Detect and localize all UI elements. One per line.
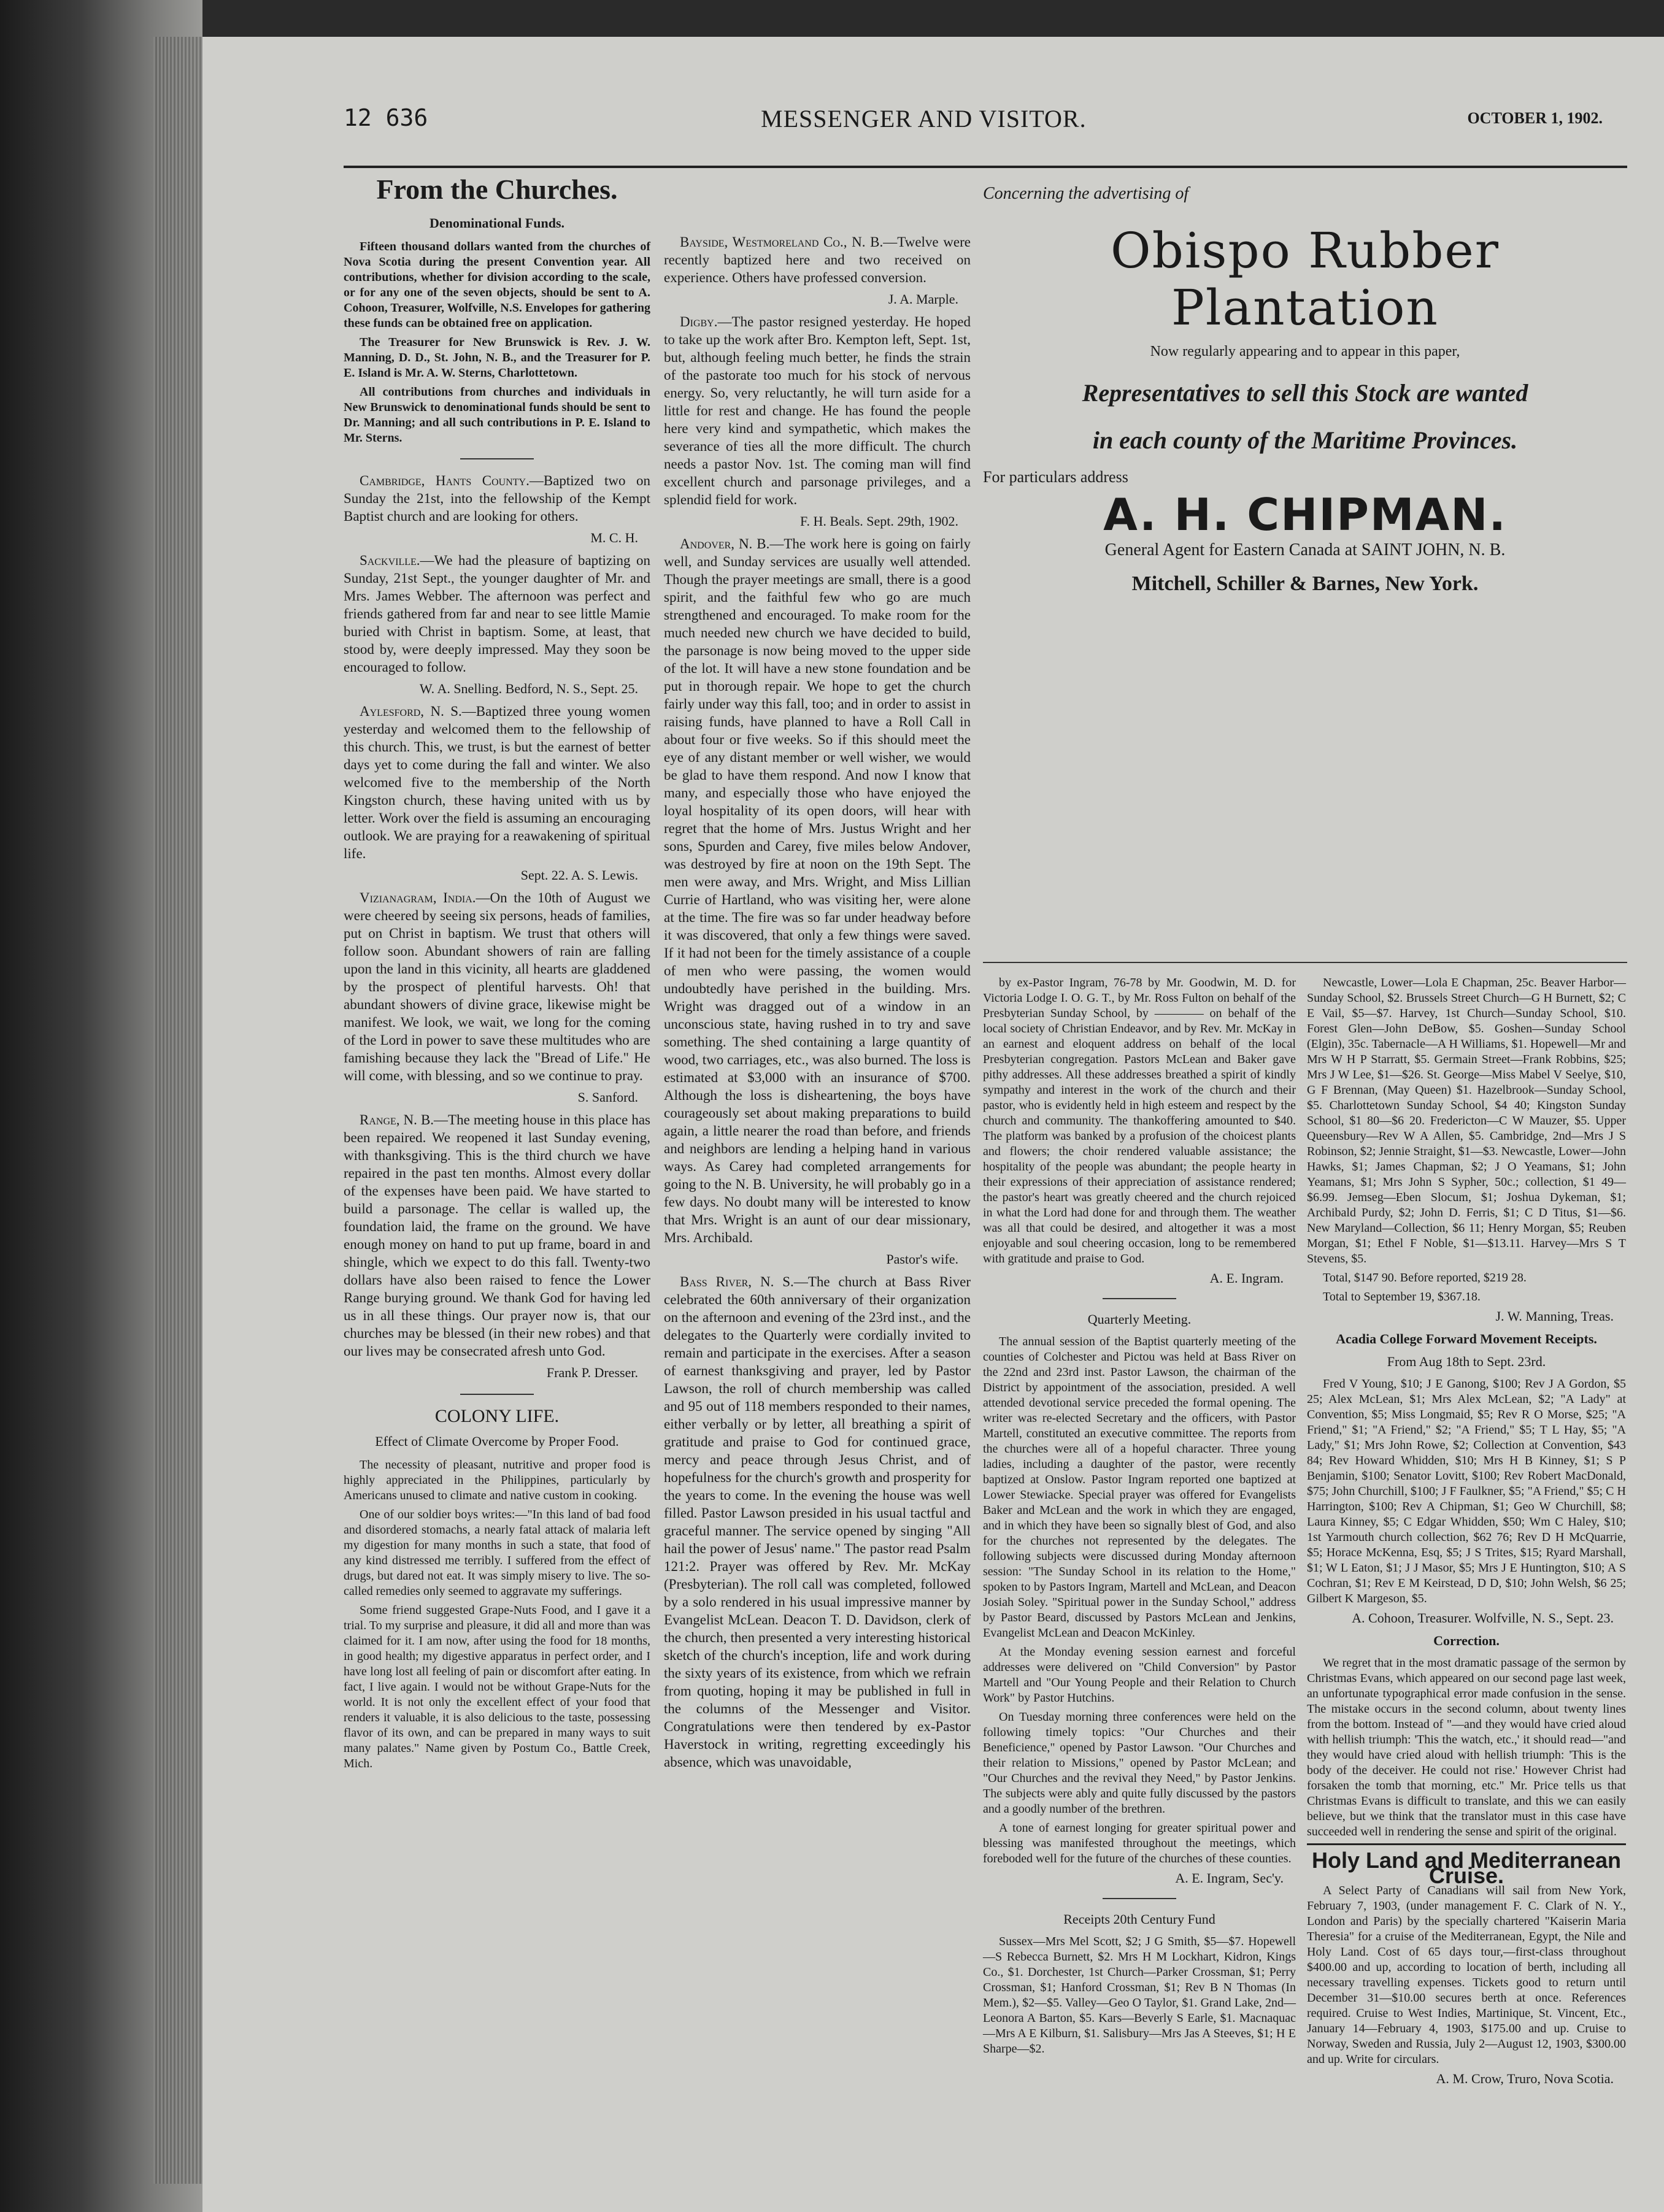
bass-river-continued: by ex-Pastor Ingram, 76-78 by Mr. Goodwin, M. D. for Victoria Lodge I. O. G. T., by Mr. Ross Fulton on behalf of the Presbyterian Sunday School, by ———— on behalf of the local society of Christian Endeavor, and by Rev. Mr. McKay in an earnest and eloquent address on behalf of the local Presbyterian congregation. Pastors McLean and Baker gave pithy addresses. All these addresses breathed a spirit of kindly sympathy and interest in the work of the church and their pastor, who is evidently held in high esteem and respect by the church and community. The thankoffering amounted to $40. The platform was banked by a profusion of the choicest plants and flowers; the choir rendered valuable assistance; the hospitality of the people was abundant; the people hearty in their expressions of their appreciation of assistance rendered; the pastor's heart was greatly cheered and the church rejoiced in what the Lord had done for and through them. The weather was all that could be desired, and altogether it was a most enjoyable and soul cheering occasion, long to be remembered with gratitude and praise to God. (983, 976, 1296, 1265)
acadia-dates: From Aug 18th to Sept. 23rd. (1387, 1354, 1546, 1369)
correction-heading: Correction. (1433, 1633, 1500, 1648)
receipts-heading: Receipts 20th Century Fund (1063, 1911, 1215, 1927)
correction-text: We regret that in the most dramatic passage of the sermon by Christmas Evans, which appeared on our second page last week, an unfortunate typographical error made confusion in the sense. The mistake occurs in the second column, about twenty lines from the bottom. Instead of "—and they would have cried aloud with hellish triumph: 'This the watch, etc.,' it should read—"and they would have cried aloud with hellish triumph: 'This is the body of the deceiver. He could not rise.' However Christ had forsaken the tomb that morning, etc." Mr. Price tells us that Christmas Evans is difficult to translate, and this we can easily believe, but we think that the translator must in this case have succeeded well in rendering the sense and spirit of the original. (1307, 1656, 1626, 1838)
divider (1103, 1298, 1176, 1299)
column-4 (1307, 975, 1626, 2091)
ad-sub: Now regularly appearing and to appear in this paper, (1150, 344, 1460, 359)
masthead (344, 104, 1627, 141)
column-3 (983, 975, 1296, 2060)
holy-land-heading: Holy Land and Mediterranean Cruise. (1307, 1843, 1626, 1883)
section-title: From the Churches. (376, 174, 618, 205)
quarterly-p2: At the Monday evening session earnest and forceful addresses were delivered on "Child Conversion" by Pastor Martell and "Our Young People and their Relation to Church Work" by Pastor Hutchins. (983, 1645, 1296, 1705)
church-news-item: Sackville.—We had the pleasure of baptizing on Sunday, 21st Sept., the younger daughter of Mr. and Mrs. James Webber. The afternoon was perfect and friends gathered from far and near to see little Mamie buried with Christ in baptism. Some, at least, that stood by, were deeply impressed. May they soon be encouraged to follow. (344, 553, 650, 675)
book-binding (0, 0, 202, 2212)
column-1 (344, 172, 650, 1775)
church-news-item: Bass River, N. S.—The church at Bass River celebrated the 60th anniversary of their organization on the afternoon and evening of the 23rd inst., and the delegates to the Quarterly were cordially invited to remain and participate in the exercises. After a season of earnest thanksgiving and prayer, led by Pastor Lawson, the roll of church membership was called and 95 out of 118 members responded to their names, either verbally or by letter, all breathing a spirit of gratitude and praise to God for continued grace, mercy and peace through Jesus Christ, and of hopefulness for the church's growth and prosperity for the years to come. In the evening the house was well filled. Pastor Lawson presided in his usual tactful and graceful manner. The service opened by singing "All hail the power of Jesus' name." The pastor read Psalm 121:2. Prayer was offered by Rev. Mr. McKay (Presbyterian). The roll call was completed, followed by a solo rendered in his usual impressive manner by Evangelist McLean. Deacon T. D. Davidson, clerk of the church, then presented a very interesting historical sketch of the church's inception, life and work during the sixty years of its existence, from which we refrain from quoting, hoping it may be published in full in the columns of the Messenger and Visitor. Congratulations were then tendered by ex-Pastor Haverstock in writing, regretting exceedingly his absence, which was unavoidable, (664, 1274, 971, 1770)
rubber-plantation-ad (983, 184, 1627, 963)
divider (1103, 1898, 1176, 1899)
receipts-grand-total: Total to September 19, $367.18. (1323, 1290, 1481, 1304)
signature: J. W. Manning, Treas. (1495, 1308, 1614, 1324)
quarterly-heading: Quarterly Meeting. (1087, 1311, 1192, 1327)
column-2 (664, 233, 971, 1775)
signature: W. A. Snelling. Bedford, N. S., Sept. 25. (419, 681, 638, 696)
divider (460, 458, 534, 459)
signature: Sept. 22. A. S. Lewis. (520, 867, 638, 883)
ad-lead: Concerning the advertising of (983, 184, 1189, 203)
holy-land-text: A Select Party of Canadians will sail from New York, February 7, 1903, (under management F. C. Clark of N. Y., London and Paris) by the specially chartered "Kaiserin Maria Theresia" for a cruise of the Mediterranean, Egypt, the Nile and Holy Land. Cost of 65 days tour,—first-class throughout $400.00 and up, according to location of berth, including all necessary travelling expenses. Tickets good to return until December 31—$10.00 secures berth at once. References required. Cruise to West Indies, Martinique, St. Vincent, Etc., January 14—February 4, 1903, $175.00 and up. Cruise to Norway, Sweden and Russia, July 2—August 12, 1903, $300.00 and up. Write for circulars. (1307, 1884, 1626, 2066)
denominational-p1: Fifteen thousand dollars wanted from the churches of Nova Scotia during the present Convention year. All contributions, whether for division according to the scale, or for any one of the seven objects, should be sent to A. Cohoon, Treasurer, Wolfville, N.S. Envelopes for gathering these funds can be obtained free on application. (344, 240, 650, 330)
ad-wanted-1: Representatives to sell this Stock are wanted (1082, 379, 1528, 407)
ad-name: Obispo Rubber Plantation (1110, 222, 1500, 336)
ad-firm: Mitchell, Schiller & Barnes, New York. (1131, 572, 1479, 595)
colony-p3: Some friend suggested Grape-Nuts Food, and I gave it a trial. To my surprise and pleasure, it did all and more than was claimed for it. I am now, after using the food for 18 months, in good health; my digestive apparatus in perfect order, and I have long lost all feeling of pain or discomfort after eating. In fact, I live again. I would not be without Grape-Nuts for the world. It is not only the excellent effect of your food that renders it valuable, it is also delicious to the taste, possessing flavor of its own, and can be prepared in many ways to suit many palates." Name given by Postum Co., Battle Creek, Mich. (344, 1603, 650, 1770)
quarterly-p3: On Tuesday morning three conferences were held on the following timely topics: "Our Churches and their Beneficience," opened by Pastor Lawson. "Our Churches and their relation to Missions," opened by Pastor McLean; and "Our Churches and the revival they Need," by Pastor Jenkins. The subjects were ably and quite fully discussed by the pastors and a goodly number of the brethren. (983, 1710, 1296, 1816)
church-news-item: Cambridge, Hants County.—Baptized two on Sunday the 21st, into the fellowship of the Kempt Baptist church and are looking for others. (344, 473, 650, 524)
ad-contact: A. H. CHIPMAN. (1103, 489, 1507, 540)
signature: A. Cohoon, Treasurer. Wolfville, N. S., Sept. 23. (1352, 1610, 1614, 1626)
colony-p2: One of our soldier boys writes:—"In this land of bad food and disordered stomachs, a nearly fatal attack of malaria left my digestion for many months in such a state, that food of any kind distressed me terribly. I suffered from the effect of drugs, but dared not eat. It was simply misery to live. The so-called remedies only seemed to aggravate my sufferings. (344, 1508, 650, 1598)
church-news-item: Aylesford, N. S.—Baptized three young women yesterday and welcomed them to the fellowship of this church. This, we trust, is but the earnest of better days yet to come during the fall and winter. We also welcomed five to the membership of the North Kingston church, these having united with us by letter. Work over the field is assuming an encouraging outlook. We are praying for a reawakening of spiritual life. (344, 704, 650, 861)
signature: A. E. Ingram, Sec'y. (1175, 1870, 1284, 1886)
denominational-p3: All contributions from churches and individuals in New Brunswick to denominational funds should be sent to Dr. Manning; and all such contributions in P. E. Island to Mr. Sterns. (344, 385, 650, 445)
ad-wanted-2: in each county of the Maritime Provinces. (1092, 426, 1518, 454)
issue-date: OCTOBER 1, 1902. (1467, 109, 1603, 127)
receipts-total: Total, $147 90. Before reported, $219 28. (1323, 1271, 1527, 1285)
signature: Frank P. Dresser. (546, 1365, 638, 1380)
acadia-heading: Acadia College Forward Movement Receipts. (1336, 1331, 1597, 1346)
signature: F. H. Beals. Sept. 29th, 1902. (800, 513, 958, 529)
church-news-item: Bayside, Westmoreland Co., N. B.—Twelve were recently baptized here and two received on experience. Others have professed conversion. (664, 234, 971, 285)
quarterly-p1: The annual session of the Baptist quarterly meeting of the counties of Colchester and Pictou was held at Bass River on the 22nd and 23rd inst. Pastor Lawson, the chairman of the District by appointment of the association, presided. A well attended devotional service preceded the formal opening. The writer was re-elected Secretary and the officers, with Pastor Martell, constituted an executive committee. The reports from the churches were all of a hopeful character. Three young ladies, including a daughter of the pastor, were recently baptized at Onslow. Pastor Ingram reported one baptized at Lower Stewiacke. Special prayer was offered for Evangelists Baker and McLean and the work in which they are engaged, and in which they have been so signally blest of God, and also for the churches not represented by the delegates. The following subjects were discussed during Monday afternoon session: "The Sunday School in its relation to the Home," spoken to by Pastors Ingram, Martell and McLean, and Deacon Josiah Soley. "Spiritual power in the Sunday School," address by Pastor Beard, discussed by Pastors McLean and Jenkins, Evangelist McLean and Deacon McKinley. (983, 1335, 1296, 1640)
denominational-heading: Denominational Funds. (429, 215, 565, 231)
masthead-rule (344, 166, 1627, 168)
paper-title: MESSENGER AND VISITOR. (761, 105, 1087, 132)
newspaper-page (202, 37, 1664, 2212)
denominational-p2: The Treasurer for New Brunswick is Rev. J. W. Manning, D. D., St. John, N. B., and the Treasurer for P. E. Island is Mr. A. W. Sterns, Charlottetown. (344, 336, 650, 380)
signature: J. A. Marple. (888, 291, 958, 307)
receipts-continued: Newcastle, Lower—Lola E Chapman, 25c. Beaver Harbor—Sunday School, $2. Brussels Street Church—G H Burnett, $2; C E Vail, $5—$7. Harvey, 1st Church—Sunday School, $10. Forest Glen—John DeBow, $5. Goshen—Sunday School (Elgin), 35c. Tabernacle—A H Williams, $1. Hopewell—Mr and Mrs W H P Starratt, $5. Germain Street—Frank Robbins, $25; Mrs J W Lee, $1—$26. St. George—Miss Mabel V Seelye, $10, G F Brennan, (May Queen) $1. Hazelbrook—Sunday School, $5. Charlottetown Sunday School, $4 40; Kingston Sunday School, $1 80—$6 20. Fredericton—C W Mauzer, $5. Upper Queensbury—Rev W A Allen, $5. Cambridge, 2nd—Mrs J S Robinson, $2; Jennie Straight, $1—$3. Newcastle, Lower—John Hawks, $1; James Chapman, $2; J O Yeamans, $1; John Yeamans, $1; Mrs John S Sypher, 50c.; collection, $1 49—$6.99. Jemseg—Eben Slocum, $1; Joshua Dykeman, $1; Archibald Purdy, $2; John D. Ferris, $1; C D Titus, $1—$6. New Maryland—Collection, $6 11; Henry Morgan, $5; Reuben Morgan, $1; Ethel F Noble, $1—$13.11. Harvey—Mrs S T Stevens, $5. (1307, 976, 1626, 1265)
signature: S. Sanford. (577, 1089, 638, 1105)
signature: M. C. H. (590, 530, 638, 545)
quarterly-p4: A tone of earnest longing for greater spiritual power and blessing was manifested throughout the meetings, which foreboded well for the future of the churches of these counties. (983, 1821, 1296, 1865)
signature: A. E. Ingram. (1209, 1270, 1284, 1286)
ad-agent: General Agent for Eastern Canada at SAINT JOHN, N. B. (1104, 540, 1506, 559)
church-news-item: Vizianagram, India.—On the 10th of August we were cheered by seeing six persons, heads of families, put on Christ in baptism. We trust that others will follow soon. Abundant showers of rain are falling upon the land in this vicinity, all hearts are gladdened by the prospect of plentiful harvests. Oh! that abundant showers of divine grace, likewise might be manifest. We look, we wait, we long for the coming of the Lord in power to save these multitudes who are famishing because they lack the "Bread of Life." He will come, with blessing, and so we continue to pray. (344, 890, 650, 1083)
colony-p1: The necessity of pleasant, nutritive and proper food is highly appreciated in the Philippines, particularly by Americans unused to climate and native custom in cooking. (344, 1458, 650, 1502)
church-news-item: Andover, N. B.—The work here is going on fairly well, and Sunday services are usually well attended. Though the prayer meetings are small, there is a good spirit, and the faithful few who go are much strengthened and encouraged. To make room for the much needed new church we have decided to build, the parsonage is now being moved to the upper side of the lot. It will have a new stone foundation and be put in thorough repair. We hope to get the church fairly under way this fall, too; and in order to assist in raising funds, have planned to have a Roll Call in about four or five weeks. So if this should meet the eye of any distant member or well wisher, we would be glad to have them respond. And now I know that many, and especially those who have enjoyed the loyal hospitality of its open doors, will hear with regret that the home of Mrs. Justus Wright and her sons, Spurden and Carey, five miles below Andover, was destroyed by fire at noon on the 19th Sept. The men were away, and Mrs. Wright, and Miss Lillian Currie of Hartland, who was visiting her, were alone at the time. The fire was so far under headway before it was discovered, that only a few things were saved. If it had not been for the timely assistance of a couple of men who were passing, the women would undoubtedly have perished in the building. Mrs. Wright was dragged out of a window in an unconscious state, having rushed in to try and save something. The shed containing a large quantity of wood, two carriages, etc., was also burned. The loss is estimated at $3,000 with an insurance of $700. Although the loss is disheartening, the boys have courageously set about making preparations to build again, a little nearer the road than before, and friends and neighbors are lending a helping hand in various ways. As Carey had completed arrangements for going to the N. B. University, he will probably go in a few days. No doubt many will be interested to know that Mrs. Wright is an aunt of our dear missionary, Mrs. Archibald. (664, 536, 971, 1245)
church-news-item: Range, N. B.—The meeting house in this place has been repaired. We reopened it last Sunday evening, with thanksgiving. This is the third church we have repaired in the past ten months. Almost every dollar of the expenses have been paid. We have started to build a parsonage. The cellar is walled up, the foundation laid, the frame on the ground. We have enough money on hand to put up frame, board in and shingle, which we expect to do this fall. Twenty-two dollars have also been raised to fence the Lower Range burying ground. We thank God for having led us in all these things. Our prayer now is, that our churches may be blessed (in their new robes) and that our lives may be consecrated afresh unto God. (344, 1112, 650, 1359)
page-edges (153, 37, 202, 2184)
page-number: 12 636 (344, 104, 428, 131)
ad-address-label: For particulars address (983, 468, 1128, 486)
signature: Pastor's wife. (886, 1251, 958, 1267)
church-news-item: Digby.—The pastor resigned yesterday. He hoped to take up the work after Bro. Kempton left, Sept. 1st, but, although feeling much better, he finds the strain of the pastorate too much for his stock of nervous energy. So, very reluctantly, he will turn aside for a little for rest and change. He has found the people here very kind and sympathetic, which makes the severance of ties all the more difficult. The church needs a pastor Nov. 1st. The coming man will find excellent church and parsonage privileges, and a splendid field for work. (664, 314, 971, 507)
receipts-list: Sussex—Mrs Mel Scott, $2; J G Smith, $5—$7. Hopewell—S Rebecca Burnett, $2. Mrs H M Lockhart, Kidron, Kings Co., $1. Dorchester, 1st Church—Parker Crossman, $1; Perry Crossman, $1; Hanford Crossman, $1; Rev B N Thomas (In Mem.), $2—$5. Valley—Geo O Taylor, $1. Grand Lake, 2nd—Leonora A Barton, $5. Kars—Beverly S Earle, $1. Macnaquac—Mrs A E Kilburn, $1. Salisbury—Mrs Jas A Steeves, $1; H E Sharpe—$2. (983, 1935, 1296, 2056)
colony-heading: COLONY LIFE. (434, 1406, 560, 1426)
colony-subhead: Effect of Climate Overcome by Proper Food. (375, 1434, 619, 1449)
acadia-list: Fred V Young, $10; J E Ganong, $100; Rev J A Gordon, $5 25; Alex McLean, $1; Mrs Alex McLean, $2; "A Lady" at Convention, $5; Miss Longmaid, $5; Rev R O Morse, $25; "A Friend," $1; "A Friend," $2; "A Friend," $5; T L Hay, $5; "A Lady," $1; Mrs John Rowe, $2; Collection at Convention, $43 84; Rev Howard Whidden, $10; Mrs H B Kinney, $1; S P Benjamin, $100; Senator Lovitt, $100; Rev Robert MacDonald, $75; John Churchill, $100; J F Faulkner, $5; "A Friend," $5; C H Harrington, $100; Rev A Chipman, $1; Geo W Churchill, $8; Laura Kinney, $5; C Edgar Whidden, $50; Wm C Haley, $10; 1st Yarmouth church collection, $62 76; Rev D H McQuarrie, $5; Horace McKenna, Esq, $5; J S Trites, $15; Ryard Marshall, $1; W L Eaton, $1; J J Masor, $5; Mrs J E Huntington, $10; A S Cochran, $1; Rev E M Keirstead, D D, $10; John Welsh, $6 25; Gilbert K Margeson, $5. (1307, 1377, 1626, 1605)
signature: A. M. Crow, Truro, Nova Scotia. (1436, 2071, 1614, 2086)
divider (460, 1394, 534, 1395)
